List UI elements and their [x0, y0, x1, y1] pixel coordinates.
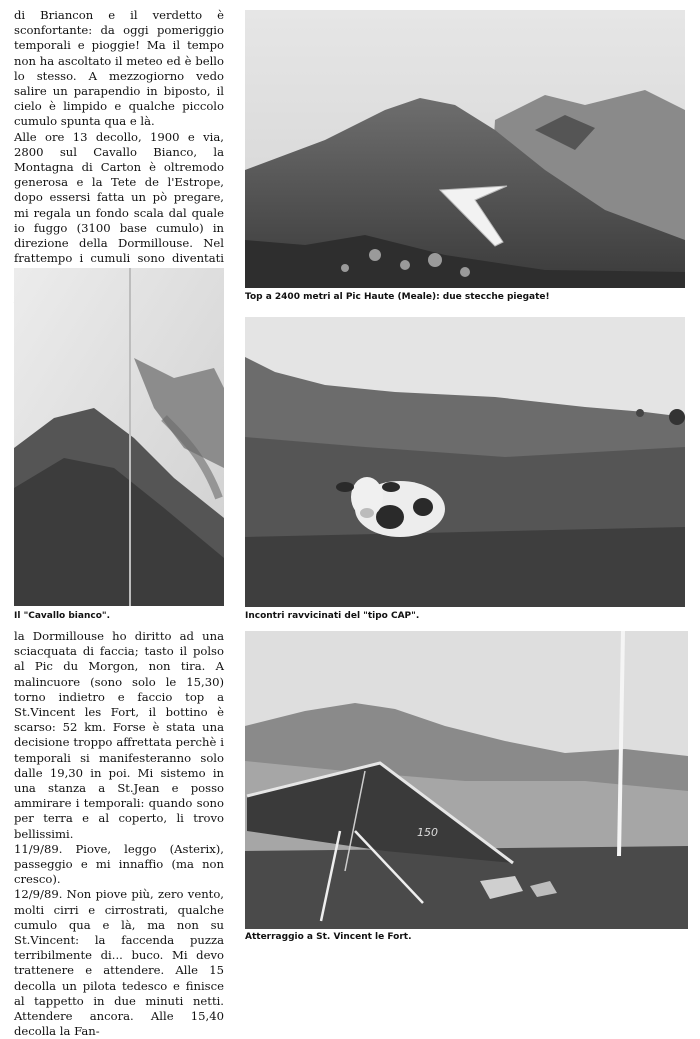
- photo-cavallo-bianco: [14, 268, 224, 606]
- photo-landing: [245, 631, 688, 929]
- landing-photo: [245, 631, 688, 929]
- paragraph: di Briancon e il verdetto è sconfortante: da oggi pomeriggio temporali e pioggie! Ma il tempo non ha ascoltato il meteo ed è bello lo stesso. A mezzogiorno vedo salire un parapendio in biposto, il cielo è limpido e qualche piccolo cumulo spunta qua e là.: [14, 8, 224, 129]
- caption-pic-haute: Top a 2400 metri al Pic Haute (Meale): due stecche piegate!: [245, 292, 550, 302]
- photo-cow: [245, 317, 685, 607]
- paragraph: Alle ore 13 decollo, 1900 e via, 2800 sul Cavallo Bianco, la Montagna di Carton è oltremodo generosa e la Tete de l'Estrope, dopo essersi fatta un pò pregare, mi regala un fondo scala dal quale io fuggo (3100 base cumulo) in direzione della Dormillouse. Nel frattempo i cumuli sono diventati: [14, 129, 224, 266]
- photo-pic-haute: [245, 10, 685, 288]
- glider-number: 150: [417, 826, 438, 839]
- paragraph: 11/9/89. Piove, leggo (Asterix), passeggio e mi innaffio (ma non cresco).: [14, 841, 224, 887]
- caption-cavallo-bianco: Il "Cavallo bianco".: [14, 611, 110, 621]
- mountain-photo: [14, 268, 224, 606]
- article-text-bottom: [14, 629, 224, 1039]
- paragraph: 12/9/89. Non piove più, zero vento, molti cirri e cirrostrati, qualche cumulo qua e là, ma non su St.Vincent: la faccenda puzza terribilmente di... buco. Mi devo trattenere e attendere. Alle 15 decolla un pilota tedesco e finisce al tappetto in due minuti netti. Attendere ancora. Alle 15,40 decolla la Fan-: [14, 887, 224, 1039]
- ridge-photo: [245, 10, 685, 288]
- paragraph: la Dormillouse ho diritto ad una sciacquata di faccia; tasto il polso al Pic du Morgon, non tira. A malincuore (sono solo le 15,30) torno indietro e faccio top a St.Vincent les Fort, il bottino è scarso: 52 km. Forse è stata una decisione troppo affrettata perchè i temporali si manifesteranno solo dalle 19,30 in poi. Mi sistemo in una stanza a St.Jean e posso ammirare i temporali: quando sono per terra e al coperto, li trovo bellissimi.: [14, 629, 224, 841]
- caption-cow: Incontri ravvicinati del "tipo CAP".: [245, 611, 420, 621]
- caption-landing: Atterraggio a St. Vincent le Fort.: [245, 932, 412, 942]
- meadow-photo: [245, 317, 685, 607]
